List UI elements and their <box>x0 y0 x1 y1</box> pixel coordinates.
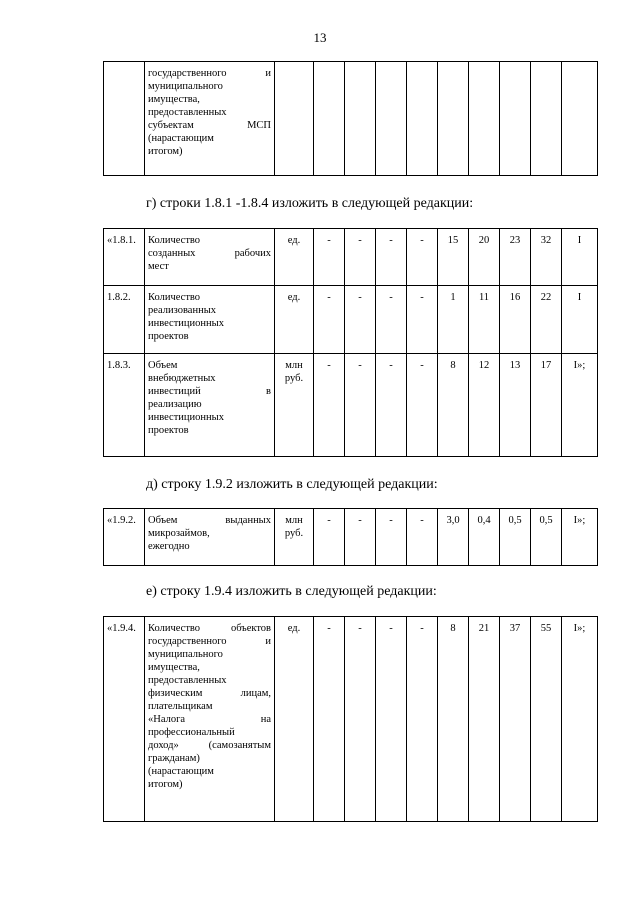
value-cell: 13 <box>500 354 531 457</box>
indicator-name-cell: государственного и муниципального имущества, предоставленных субъектам МСП (нарастающим итогом) <box>145 62 275 176</box>
unit-cell: ед. <box>275 286 314 354</box>
heading-d: д) строку 1.9.2 изложить в следующей редакции: <box>146 477 438 492</box>
value-cell: - <box>314 354 345 457</box>
value-cell: - <box>407 229 438 286</box>
row-number-cell: «1.9.2. <box>104 509 145 566</box>
row-number-cell: 1.8.2. <box>104 286 145 354</box>
indicator-name-cell: Количество объектов государственного и муниципального имущества, предоставленных физическим лицам, плательщикам «Налога на профессиональный доход» (самозанятым гражданам) (нарастающим итогом) <box>145 617 275 822</box>
unit-cell <box>275 62 314 176</box>
table-d <box>103 508 598 566</box>
indicator-name-cell: Количество реализованных инвестиционных проектов <box>145 286 275 354</box>
value-cell: - <box>407 354 438 457</box>
value-cell: 17 <box>531 354 562 457</box>
indicator-name-cell: Объем внебюджетных инвестиций в реализацию инвестиционных проектов <box>145 354 275 457</box>
value-cell: - <box>376 286 407 354</box>
value-cell: 20 <box>469 229 500 286</box>
table-row <box>104 617 598 822</box>
value-cell: - <box>376 354 407 457</box>
value-cell <box>407 62 438 176</box>
value-cell: I»; <box>562 509 598 566</box>
value-cell <box>469 62 500 176</box>
value-cell: - <box>345 354 376 457</box>
page-number: 13 <box>313 30 327 45</box>
value-cell: 0,5 <box>531 509 562 566</box>
unit-cell: ед. <box>275 617 314 822</box>
value-cell: - <box>345 617 376 822</box>
value-cell: - <box>376 229 407 286</box>
table-row <box>104 286 598 354</box>
value-cell: - <box>376 617 407 822</box>
indicator-name-cell: Количество созданных рабочих мест <box>145 229 275 286</box>
table-continuation <box>103 61 598 176</box>
table-row <box>104 509 598 566</box>
value-cell: 37 <box>500 617 531 822</box>
value-cell: - <box>314 229 345 286</box>
unit-cell: млн руб. <box>275 354 314 457</box>
row-number-cell <box>104 62 145 176</box>
heading-g: г) строки 1.8.1 -1.8.4 изложить в следующей редакции: <box>146 196 474 211</box>
row-number-cell: «1.8.1. <box>104 229 145 286</box>
value-cell: 1 <box>438 286 469 354</box>
value-cell: - <box>314 509 345 566</box>
value-cell: I»; <box>562 617 598 822</box>
value-cell: 8 <box>438 617 469 822</box>
value-cell: 3,0 <box>438 509 469 566</box>
value-cell <box>438 62 469 176</box>
value-cell: - <box>407 286 438 354</box>
value-cell <box>314 62 345 176</box>
value-cell <box>562 62 598 176</box>
value-cell: - <box>345 229 376 286</box>
value-cell: 11 <box>469 286 500 354</box>
value-cell: - <box>345 286 376 354</box>
table-g <box>103 228 598 457</box>
value-cell: - <box>407 509 438 566</box>
value-cell: 21 <box>469 617 500 822</box>
row-number-cell: «1.9.4. <box>104 617 145 822</box>
heading-e: е) строку 1.9.4 изложить в следующей редакции: <box>146 584 437 599</box>
value-cell: 55 <box>531 617 562 822</box>
value-cell <box>376 62 407 176</box>
value-cell: I <box>562 286 598 354</box>
value-cell: 0,5 <box>500 509 531 566</box>
value-cell: - <box>407 617 438 822</box>
value-cell: 16 <box>500 286 531 354</box>
value-cell <box>531 62 562 176</box>
unit-cell: ед. <box>275 229 314 286</box>
value-cell: I»; <box>562 354 598 457</box>
value-cell <box>500 62 531 176</box>
value-cell: 12 <box>469 354 500 457</box>
value-cell: 32 <box>531 229 562 286</box>
value-cell: - <box>345 509 376 566</box>
table-row <box>104 354 598 457</box>
value-cell: I <box>562 229 598 286</box>
value-cell: - <box>314 617 345 822</box>
value-cell: - <box>314 286 345 354</box>
value-cell: 22 <box>531 286 562 354</box>
value-cell: 8 <box>438 354 469 457</box>
value-cell: 15 <box>438 229 469 286</box>
table-row <box>104 62 598 176</box>
value-cell: - <box>376 509 407 566</box>
unit-cell: млн руб. <box>275 509 314 566</box>
value-cell <box>345 62 376 176</box>
value-cell: 0,4 <box>469 509 500 566</box>
indicator-name-cell: Объем выданных микрозаймов, ежегодно <box>145 509 275 566</box>
row-number-cell: 1.8.3. <box>104 354 145 457</box>
table-row <box>104 229 598 286</box>
value-cell: 23 <box>500 229 531 286</box>
table-e <box>103 616 598 822</box>
